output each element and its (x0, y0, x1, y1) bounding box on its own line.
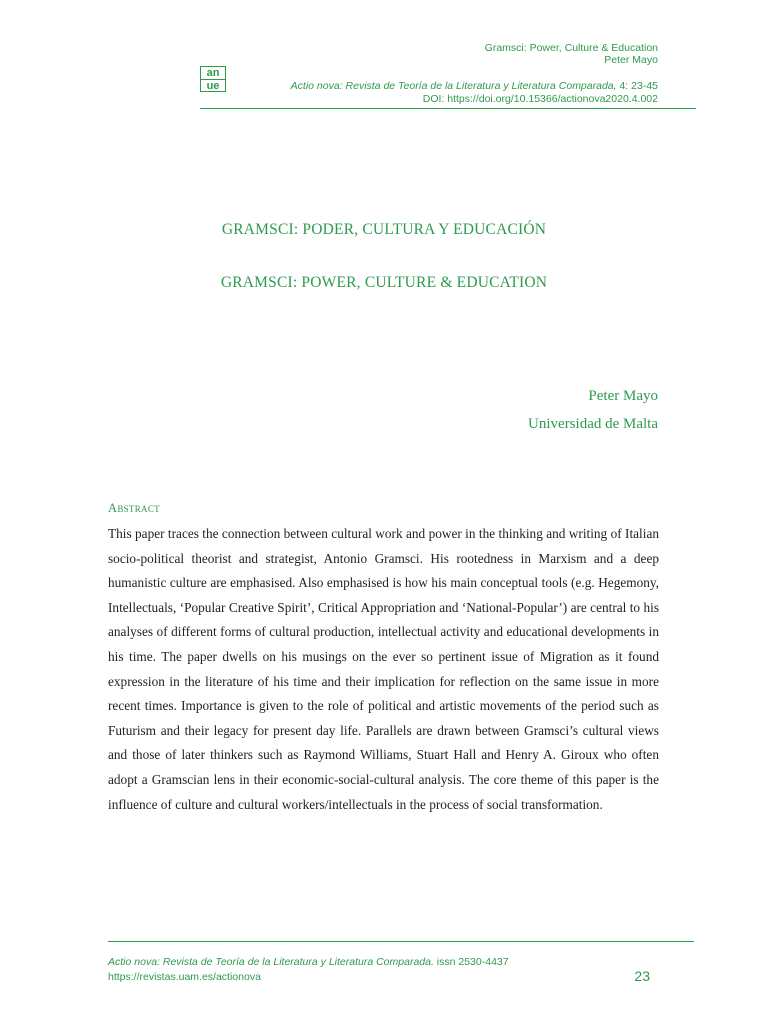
page-number: 23 (634, 968, 650, 984)
journal-name: Actio nova: Revista de Teoría de la Literatura y Literatura Comparada, (290, 80, 617, 92)
abstract-heading: Abstract (108, 501, 160, 515)
abstract-text: This paper traces the connection between cultural work and power in the thinking and writing of Italian socio-political theorist and strategist, Antonio Gramsci. His rootedness in Marxism and a deep humanistic culture are emphasised. Also emphasised is how his main conceptual tools (e.g. Hegemony, Intellectuals, ‘Popular Creative Spirit’, Critical Appropriation and ‘National-Popular’) are central to his analyses of different forms of cultural production, intellectual activity and educational developments in his time. The paper dwells on his musings on the ever so pertinent issue of Migration as it found expression in the literature of his time and their implication for reflection on the same issue in more recent times. Importance is given to the role of political and artistic movements of the period such as Futurism and their legacy for present day life. Parallels are drawn between Gramsci’s cultural views and those of later thinkers such as Raymond Williams, Stuart Hall and Henry A. Giroux who often adopt a Gramscian lens in their economic-social-cultural analysis. The core theme of this paper is the influence of culture and cultural workers/intellectuals in the process of social transformation. (108, 526, 659, 812)
journal-logo (200, 66, 226, 92)
author-affiliation: Universidad de Malta (528, 416, 658, 432)
running-title: Gramsci: Power, Culture & Education (484, 42, 658, 54)
logo-bottom-text: ue (201, 79, 225, 92)
author-name: Peter Mayo (588, 388, 658, 404)
journal-pages: 4: 23-45 (616, 80, 658, 92)
running-header (485, 42, 658, 66)
running-author: Peter Mayo (604, 54, 658, 66)
footer-issn: issn 2530-4437 (433, 956, 509, 968)
logo-top-text: an (206, 67, 220, 79)
footer-url-link[interactable]: https://revistas.uam.es/actionova (108, 971, 261, 983)
footer-divider (108, 941, 694, 942)
title-english: GRAMSCI: POWER, CULTURE & EDUCATION (220, 274, 548, 291)
footer-journal-name: Actio nova: Revista de Teoría de la Literatura y Literatura Comparada. (108, 956, 434, 968)
header-divider (200, 108, 696, 109)
journal-citation (291, 80, 658, 106)
page-footer (108, 955, 509, 985)
doi-link[interactable]: DOI: https://doi.org/10.15366/actionova2020.4.002 (422, 93, 658, 105)
title-spanish: GRAMSCI: PODER, CULTURA Y EDUCACIÓN (221, 221, 547, 238)
